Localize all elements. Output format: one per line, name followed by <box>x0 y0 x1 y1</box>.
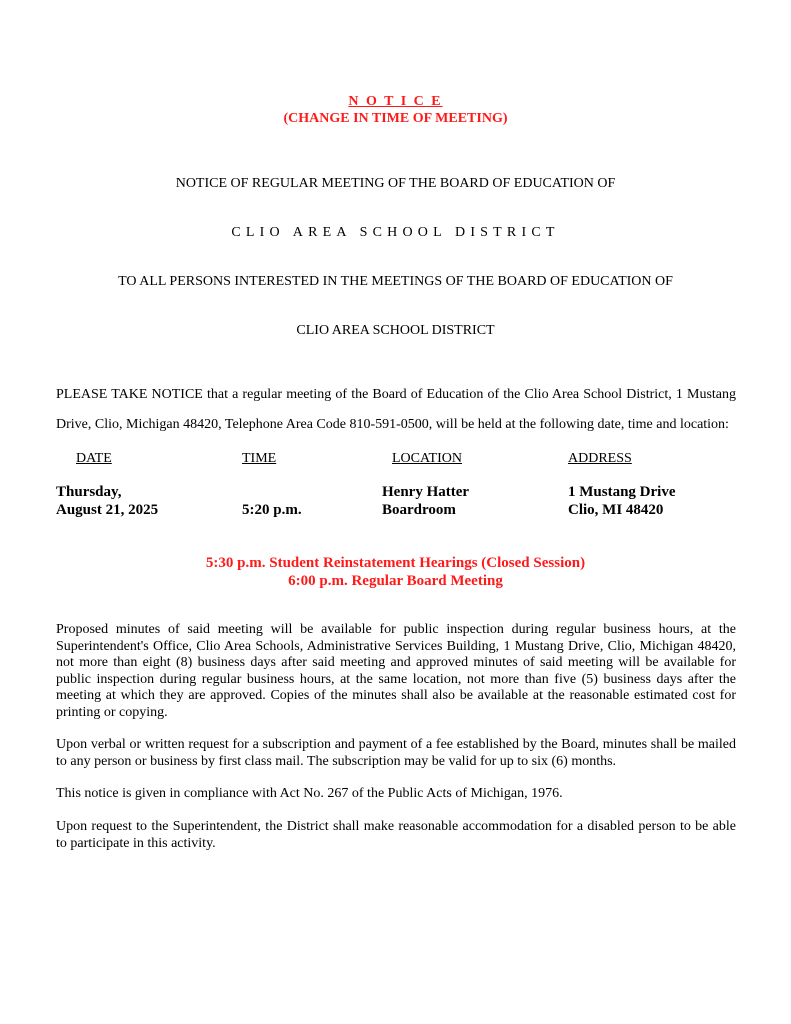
paragraph-compliance: This notice is given in compliance with Act No. 267 of the Public Acts of Michigan, 1976. <box>56 786 563 801</box>
heading-district-spaced: CLIO AREA SCHOOL DISTRICT <box>231 225 560 240</box>
meeting-day: Thursday, <box>56 484 122 500</box>
paragraph-accommodation: Upon request to the Superintendent, the District shall make reasonable accommodation for a disabled person to be able to participate in this activity. <box>56 819 736 851</box>
paragraph-minutes: Proposed minutes of said meeting will be available for public inspection during regular business hours, at the Superintendent's Office, Clio Area Schools, Administrative Services Building, 1 Mustang Drive, Clio, Michigan 48420, not more than eight (8) business days after said meeting and approved minutes of said meeting will be available for public inspection during regular business hours, at the same location, not more than five (5) business days after the meeting at which they are approved. Copies of the minutes shall also be available at the reasonable estimated cost for printing or copying. <box>56 622 736 720</box>
session-regular-meeting: 6:00 p.m. Regular Board Meeting <box>288 573 503 589</box>
meeting-address-line-1: 1 Mustang Drive <box>568 484 676 500</box>
meeting-location-line-1: Henry Hatter <box>382 484 470 500</box>
notice-title: N O T I C E <box>348 94 443 109</box>
meeting-time: 5:20 p.m. <box>242 502 302 518</box>
meeting-date: August 21, 2025 <box>56 502 159 518</box>
column-header-location: LOCATION <box>392 451 462 466</box>
meeting-location-line-2: Boardroom <box>382 502 456 518</box>
column-header-address: ADDRESS <box>568 451 632 466</box>
column-header-date: DATE <box>76 451 112 466</box>
notice-subtitle: (CHANGE IN TIME OF MEETING) <box>283 111 508 126</box>
intro-line-2: Drive, Clio, Michigan 48420, Telephone Area Code 810-591-0500, will be held at the following date, time and location: <box>56 417 729 432</box>
heading-interested-persons: TO ALL PERSONS INTERESTED IN THE MEETINGS OF THE BOARD OF EDUCATION OF <box>118 274 673 289</box>
heading-district-name: CLIO AREA SCHOOL DISTRICT <box>296 323 495 338</box>
heading-board-notice: NOTICE OF REGULAR MEETING OF THE BOARD OF EDUCATION OF <box>175 176 616 191</box>
column-header-time: TIME <box>242 451 277 466</box>
meeting-address-line-2: Clio, MI 48420 <box>568 502 664 518</box>
intro-line-1: PLEASE TAKE NOTICE that a regular meeting of the Board of Education of the Clio Area School District, 1 Mustang <box>56 387 736 402</box>
session-closed-hearings: 5:30 p.m. Student Reinstatement Hearings (Closed Session) <box>205 555 586 571</box>
paragraph-subscription: Upon verbal or written request for a subscription and payment of a fee established by the Board, minutes shall be mailed to any person or business by first class mail. The subscription may be valid for up to six (6) months. <box>56 737 736 769</box>
